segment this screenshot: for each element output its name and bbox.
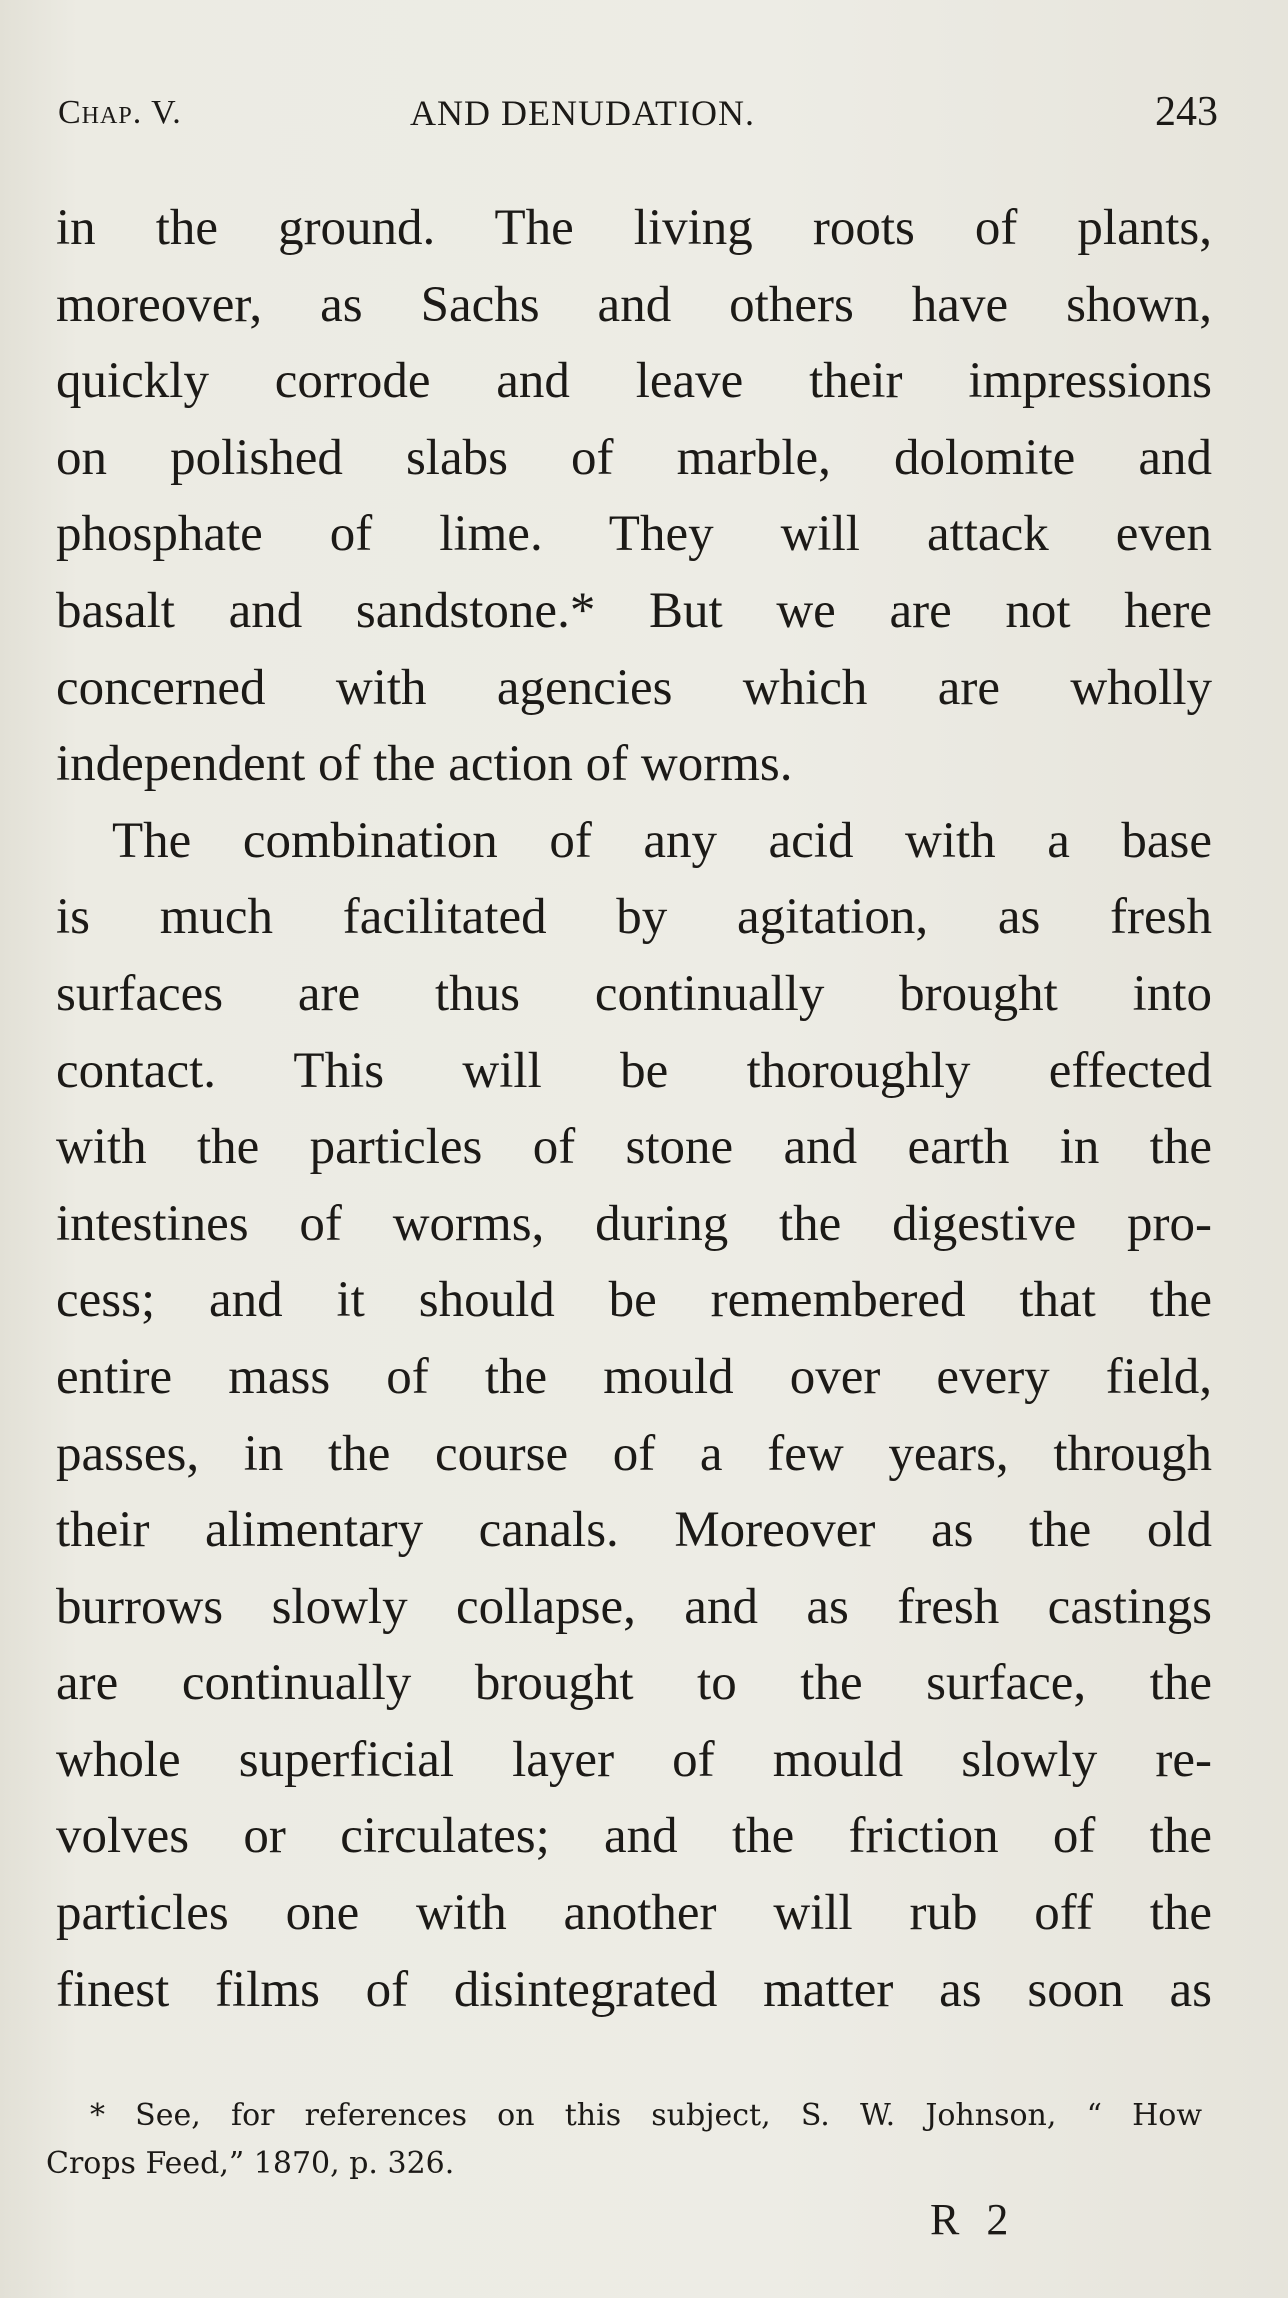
text-line: entire mass of the mould over every field, bbox=[56, 1348, 1212, 1405]
text-line: are continually brought to the surface, the bbox=[56, 1655, 1212, 1712]
text-line: with the particles of stone and earth in the bbox=[56, 1119, 1212, 1176]
text-line: independent of the action of worms. bbox=[56, 736, 793, 793]
text-line: concerned with agencies which are wholly bbox=[56, 659, 1212, 716]
footnote-line: * See, for references on this subject, S. W. Johnson, “ How bbox=[90, 2098, 1202, 2133]
text-line: in the ground. The living roots of plants, bbox=[56, 200, 1212, 256]
text-line: The combination of any acid with a base bbox=[112, 812, 1212, 869]
text-line: quickly corrode and leave their impressions bbox=[56, 353, 1212, 410]
text-line: cess; and it should be remembered that the bbox=[56, 1272, 1212, 1329]
paragraph-2 bbox=[56, 803, 1212, 2029]
text-line: volves or circulates; and the friction of the bbox=[56, 1808, 1212, 1865]
footnote-line: Crops Feed,” 1870, p. 326. bbox=[46, 2146, 455, 2181]
paragraph-1 bbox=[56, 190, 1212, 803]
body-text bbox=[56, 190, 1212, 2028]
text-line: whole superficial layer of mould slowly re- bbox=[56, 1731, 1212, 1788]
text-line: basalt and sandstone.* But we are not here bbox=[56, 582, 1212, 639]
chapter-label: Chap. V. bbox=[58, 94, 182, 131]
running-title: AND DENUDATION. bbox=[410, 93, 755, 133]
text-line: surfaces are thus continually brought into bbox=[56, 965, 1212, 1022]
text-line: their alimentary canals. Moreover as the old bbox=[56, 1502, 1212, 1559]
text-line: particles one with another will rub off the bbox=[56, 1885, 1212, 1942]
text-line: contact. This will be thoroughly effected bbox=[56, 1042, 1212, 1099]
text-line: burrows slowly collapse, and as fresh castings bbox=[56, 1578, 1212, 1635]
text-line: passes, in the course of a few years, through bbox=[56, 1425, 1212, 1482]
text-line: finest films of disintegrated matter as soon as bbox=[56, 1961, 1212, 2018]
text-line: on polished slabs of marble, dolomite and bbox=[56, 429, 1212, 486]
text-line: intestines of worms, during the digestive pro- bbox=[56, 1195, 1212, 1252]
text-line: moreover, as Sachs and others have shown, bbox=[56, 276, 1212, 333]
text-line: is much facilitated by agitation, as fresh bbox=[56, 889, 1212, 946]
page-number: 243 bbox=[1155, 89, 1218, 135]
signature-mark: R 2 bbox=[930, 2195, 1017, 2244]
footnote bbox=[46, 2092, 1202, 2188]
text-line: phosphate of lime. They will attack even bbox=[56, 506, 1212, 563]
running-head bbox=[58, 86, 1218, 146]
